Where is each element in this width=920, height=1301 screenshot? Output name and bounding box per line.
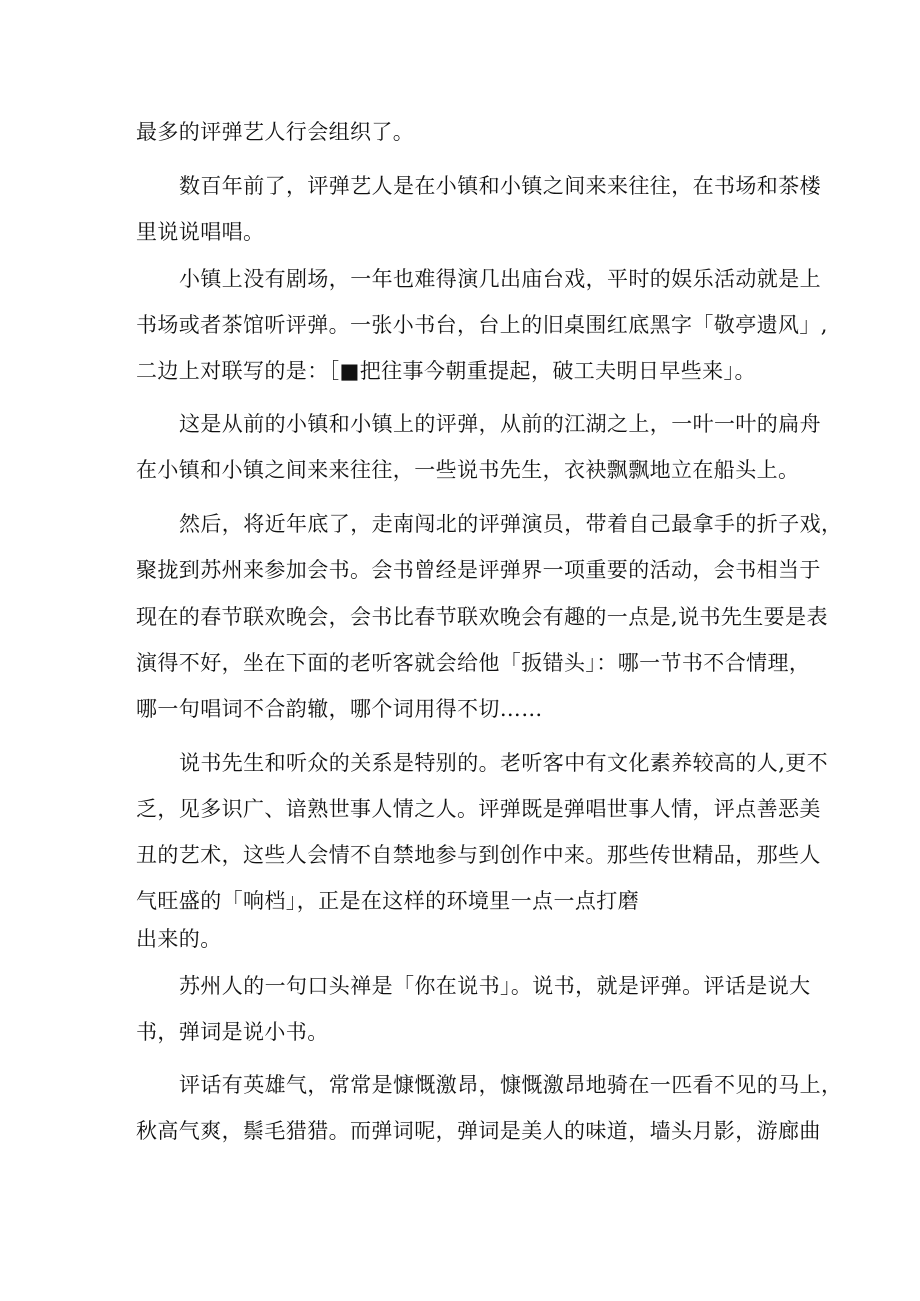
text-line: 书，弹词是说小书。	[136, 1020, 329, 1044]
text-line: 小镇上没有剧场，一年也难得演几出庙台戏，平时的娱乐活动就是上	[179, 267, 821, 291]
text-line: 在小镇和小镇之间来来往往，一些说书先生，衣袂飘飘地立在船头上。	[136, 458, 800, 482]
text-line: 秋高气爽，鬃毛猎猎。而弹词呢，弹词是美人的味道，墙头月影，游廊曲	[136, 1119, 821, 1143]
text-line: 里说说唱唱。	[136, 220, 265, 244]
text-line: 现在的春节联欢晚会，会书比春节联欢晚会有趣的一点是,说书先生要是表	[136, 605, 828, 629]
text-line: 书场或者茶馆听评弹。一张小书台，台上的旧桌围红底黑字「敬亭遗风」,	[136, 313, 828, 337]
text-line: 苏州人的一句口头禅是「你在说书」。说书，就是评弹。评话是说大	[179, 974, 811, 998]
text-line: 出来的。	[136, 927, 222, 951]
text-line: 然后，将近年底了，走南闯北的评弹演员，带着自己最拿手的折子戏，	[179, 512, 843, 536]
text-line: 聚拢到苏州来参加会书。会书曾经是评弹界一项重要的活动，会书相当于	[136, 558, 821, 582]
text-line: 二边上对联写的是：［■把往事今朝重提起，破工夫明日早些来」。	[136, 359, 756, 383]
text-line: 丑的艺术，这些人会情不自禁地参与到创作中来。那些传世精品，那些人	[136, 843, 821, 867]
text-line: 哪一句唱词不合韵辙，哪个词用得不切……	[136, 697, 543, 721]
text-line: 最多的评弹艺人行会组织了。	[136, 120, 415, 144]
text-line: 评话有英雄气，常常是慷慨激昂，慷慨激昂地骑在一匹看不见的马上，	[179, 1073, 843, 1097]
text-line: 气旺盛的「响档」，正是在这样的环境里一点一点打磨	[136, 889, 640, 913]
text-line: 数百年前了，评弹艺人是在小镇和小镇之间来来往往，在书场和茶楼	[179, 174, 821, 198]
text-line: 乏，见多识广、谙熟世事人情之人。评弹既是弹唱世事人情，评点善恶美	[136, 797, 821, 821]
text-line: 演得不好，坐在下面的老听客就会给他「扳错头」：哪一节书不合情理，	[136, 651, 811, 675]
text-line: 说书先生和听众的关系是特别的。老听客中有文化素养较高的人,更不	[179, 751, 829, 775]
text-line: 这是从前的小镇和小镇上的评弹，从前的江湖之上，一叶一叶的扁舟	[179, 412, 821, 436]
